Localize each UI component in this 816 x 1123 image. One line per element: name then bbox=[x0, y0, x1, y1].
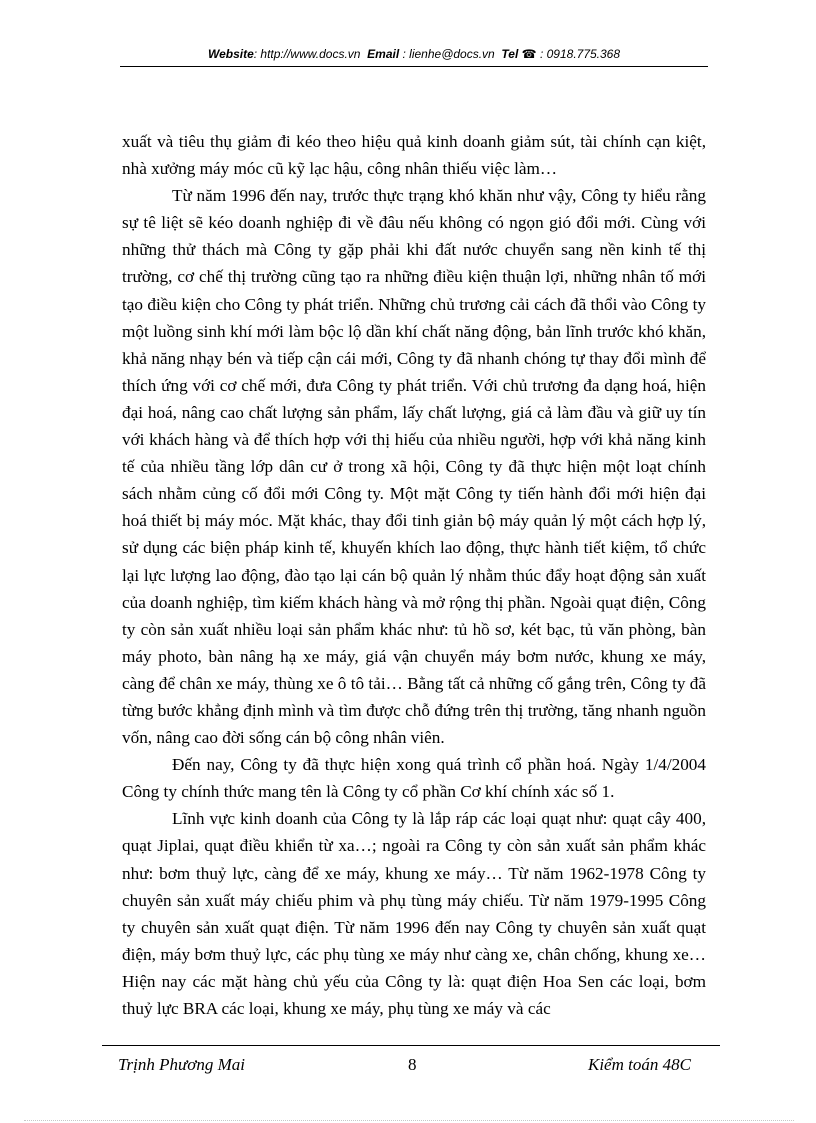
bottom-dotted-border bbox=[24, 1120, 794, 1121]
footer-author: Trịnh Phương Mai bbox=[118, 1055, 245, 1074]
email-value: : lienhe@docs.vn bbox=[402, 47, 495, 61]
phone-icon: ☎ bbox=[521, 47, 537, 61]
document-body bbox=[122, 128, 706, 1022]
website-value: : http://www.docs.vn bbox=[253, 47, 361, 61]
header-divider bbox=[120, 66, 708, 67]
footer-divider bbox=[102, 1045, 720, 1046]
paragraph: Đến nay, Công ty đã thực hiện xong quá trình cổ phần hoá. Ngày 1/4/2004 Công ty chính thức mang tên là Công ty cổ phần Cơ khí chính xác số 1. bbox=[122, 755, 706, 802]
tel-label: Tel bbox=[501, 47, 519, 61]
paragraph-continuation: xuất và tiêu thụ giảm đi kéo theo hiệu quả kinh doanh giảm sút, tài chính cạn kiệt, nhà xưởng máy móc cũ kỹ lạc hậu, công nhân thiếu việc làm… bbox=[122, 132, 706, 179]
page-header bbox=[120, 46, 708, 62]
paragraph: Lĩnh vực kinh doanh của Công ty là lắp ráp các loại quạt như: quạt cây 400, quạt Jiplai, quạt điều khiển từ xa…; ngoài ra Công ty còn sản xuất sản phẩm khác như: bơm thuỷ lực, càng để xe máy, khung xe máy… Từ năm 1962-1978 Công ty chuyên sản xuất máy chiếu phim và phụ tùng máy chiếu. Từ năm 1979-1995 Công ty chuyên sản xuất quạt điện. Từ năm 1996 đến nay Công ty chuyên sản xuất quạt điện, máy bơm thuỷ lực, các phụ tùng xe máy như càng xe, chân chống, khung xe… Hiện nay các mặt hàng chủ yếu của Công ty là: quạt điện Hoa Sen các loại, bơm thuỷ lực BRA các loại, khung xe máy, phụ tùng xe máy và các bbox=[122, 809, 706, 1018]
website-label: Website bbox=[207, 47, 254, 61]
email-label: Email bbox=[367, 47, 400, 61]
footer-course: Kiểm toán 48C bbox=[588, 1055, 691, 1074]
paragraph: Từ năm 1996 đến nay, trước thực trạng khó khăn như vậy, Công ty hiểu rằng sự tê liệt sẽ kéo doanh nghiệp đi về đâu nếu không có ngọn gió đổi mới. Cùng với những thử thách mà Công ty gặp phải khi đất nước chuyển sang nền kinh tế thị trường, cơ chế thị trường cũng tạo ra những điều kiện thuận lợi, những nhân tố mới tạo điều kiện cho Công ty phát triển. Những chủ trương cải cách đã thổi vào Công ty một luồng sinh khí mới làm bộc lộ dần khí chất năng động, bản lĩnh trước khó khăn, khả năng nhạy bén và tiếp cận cái mới, Công ty đã nhanh chóng tự thay đổi mình để thích ứng với cơ chế mới, đưa Công ty phát triển. Với chủ trương đa dạng hoá, hiện đại hoá, nâng cao chất lượng sản phẩm, lấy chất lượng, giá cả làm đầu và giữ uy tín với khách hàng và để thích hợp với thị hiếu của nhiều người, hợp với khả năng kinh tế của nhiều tầng lớp dân cư ở trong xã hội, Công ty đã thực hiện một loạt chính sách nhằm củng cố đổi mới Công ty. Một mặt Công ty tiến hành đổi mới hiện đại hoá thiết bị máy móc. Mặt khác, thay đổi tinh giản bộ máy quản lý một cách hợp lý, sử dụng các biện pháp kinh tế, khuyến khích lao động, thực hành tiết kiệm, tổ chức lại lực lượng lao động, đào tạo lại cán bộ quản lý nhằm thúc đẩy hoạt động sản xuất của doanh nghiệp, tìm kiếm khách hàng và mở rộng thị phần. Ngoài quạt điện, Công ty còn sản xuất nhiều loại sản phẩm khác như: tủ hồ sơ, két bạc, tủ văn phòng, bàn máy photo, bàn nâng hạ xe máy, giá vận chuyển máy bơm nước, khung xe máy, càng để chân xe máy, thùng xe ô tô tải… Bằng tất cả những cố gắng trên, Công ty đã từng bước khẳng định mình và tìm được chỗ đứng trên thị trường, tăng nhanh nguồn vốn, nâng cao đời sống cán bộ công nhân viên. bbox=[122, 186, 706, 748]
page-number: 8 bbox=[408, 1055, 417, 1074]
tel-value: : 0918.775.368 bbox=[539, 47, 621, 61]
